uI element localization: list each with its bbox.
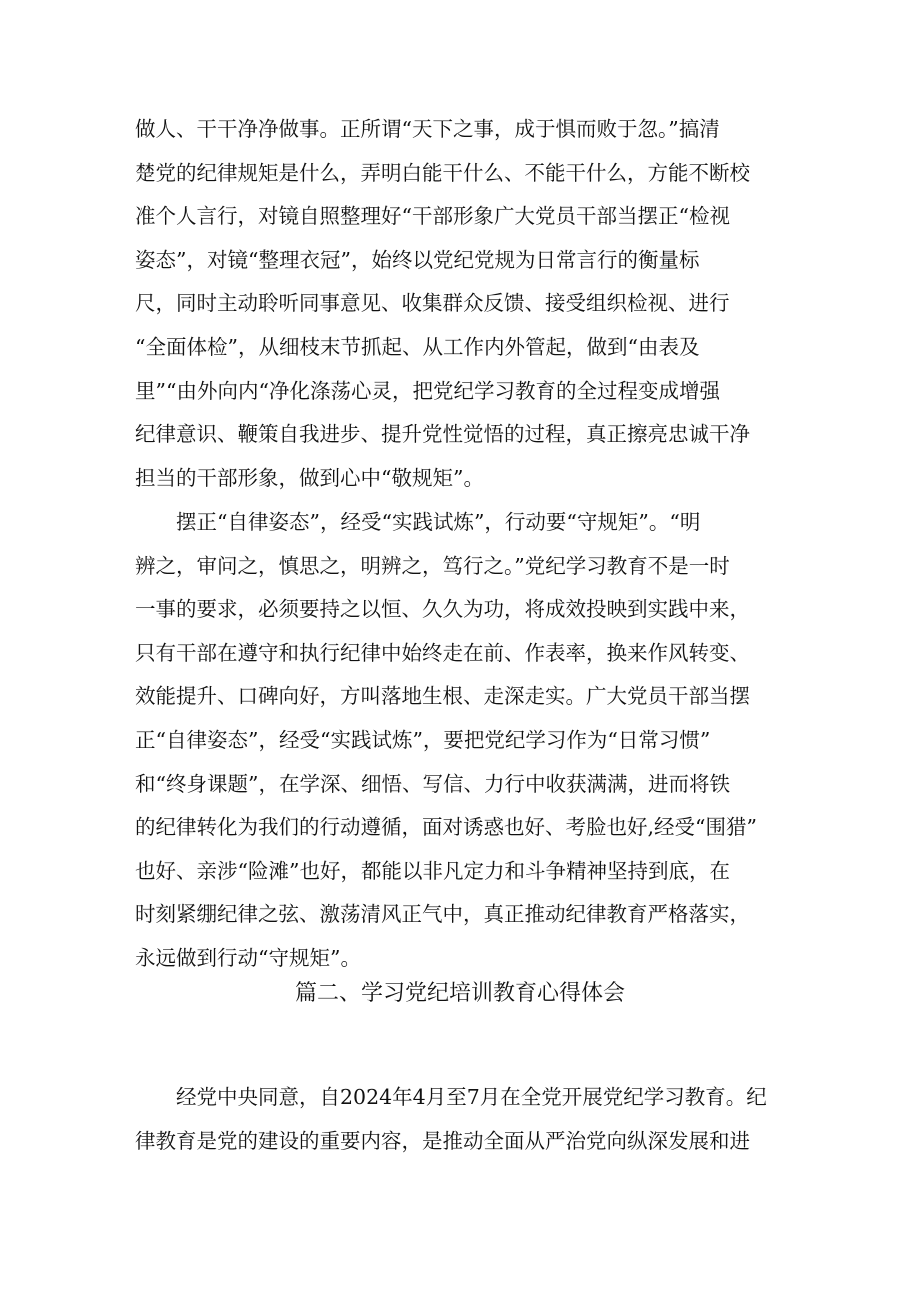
text-line: 时刻紧绷纪律之弦、激荡清风正气中，真正推动纪律教育严格落实，	[135, 902, 750, 927]
text-line: 尺，同时主动聆听同事意见、收集群众反馈、接受组织检视、进行	[135, 291, 730, 316]
section-heading: 篇二、学习党纪培训教育心得体会	[294, 981, 625, 1006]
text-line: 姿态”，对镜“整理衣冠”，始终以党纪党规为日常言行的衡量标	[135, 247, 700, 272]
text-line: “全面体检”，从细枝末节抓起、从工作内外管起，做到“由表及	[135, 334, 700, 359]
paragraph-intro	[135, 1076, 785, 1163]
text-line: 经党中央同意，自2024年4月至7月在全党开展党纪学习教育。纪	[176, 1085, 767, 1109]
text-line: 效能提升、口碑向好，方叫落地生根、走深走实。广大党员干部当摆	[135, 684, 750, 709]
text-line: 里”“由外向内“净化涤荡心灵，把党纪学习教育的全过程变成增强	[135, 378, 720, 403]
text-line: 的纪律转化为我们的行动遵循，面对诱惑也好、考脸也好,经受“围猎”	[135, 815, 757, 840]
text-line: 准个人言行，对镜自照整理好“干部形象广大党员干部当摆正“检视	[135, 204, 730, 229]
text-line: 一事的要求，必须要持之以恒、久久为功，将成效投映到实践中来，	[135, 597, 750, 622]
paragraph-continued	[135, 108, 785, 500]
text-line: 永远做到行动“守规矩”。	[135, 945, 361, 970]
text-line: 担当的干部形象，做到心中“敬规矩”。	[135, 465, 484, 490]
text-line: 和“终身课题”，在学深、细悟、写信、力行中收获满满，进而将铁	[135, 771, 730, 796]
text-line: 正“自律姿态”，经受“实践试炼”，要把党纪学习作为“日常习惯”	[135, 727, 711, 752]
text-line: 纪律意识、鞭策自我进步、提升党性觉悟的过程，真正擦亮忠诚干净	[135, 422, 750, 447]
paragraph-self-discipline	[135, 501, 785, 981]
text-line: 摆正“自律姿态”，经受“实践试炼”，行动要“守规矩”。“明	[176, 510, 701, 534]
text-line: 做人、干干净净做事。正所谓“天下之事，成于惧而败于忽。”搞清	[135, 117, 720, 141]
text-line: 也好、亲涉“险滩”也好，都能以非凡定力和斗争精神坚持到底，在	[135, 858, 730, 883]
text-line: 律教育是党的建设的重要内容，是推动全面从严治党向纵深发展和进	[135, 1128, 750, 1153]
text-line: 辨之，审问之，慎思之，明辨之，笃行之。”党纪学习教育不是一时	[135, 553, 730, 578]
text-line: 楚党的纪律规矩是什么，弄明白能干什么、不能干什么，方能不断校	[135, 160, 750, 185]
text-line: 只有干部在遵守和执行纪律中始终走在前、作表率，换来作风转变、	[135, 640, 750, 665]
